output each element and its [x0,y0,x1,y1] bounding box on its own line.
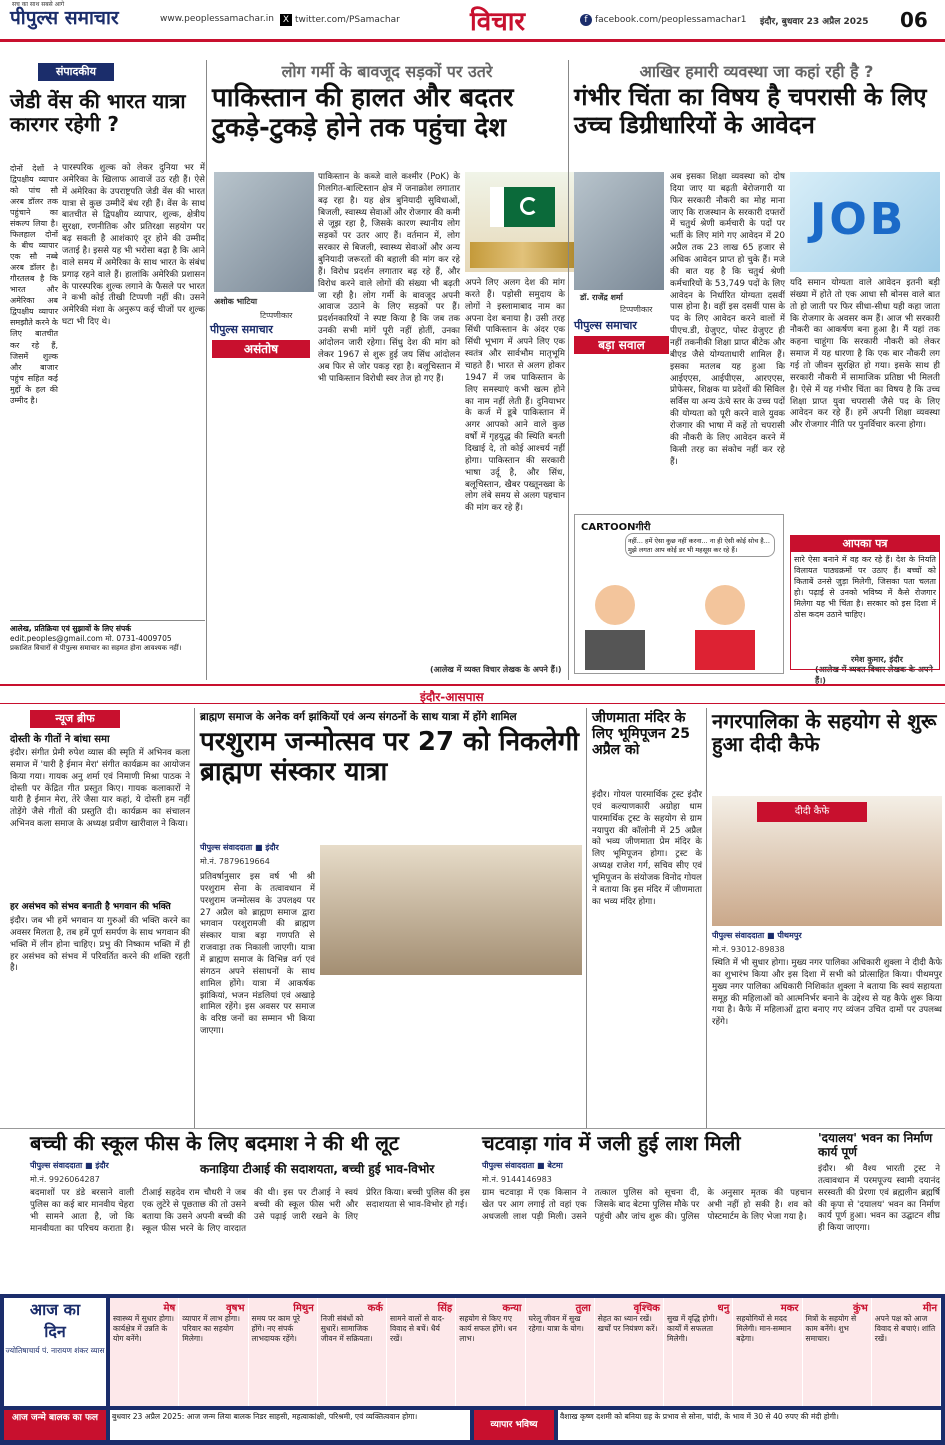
cartoon-person-icon [595,585,635,625]
story2-body-2: यदि समान योग्यता वाले आवेदन इतनी बड़ी संख्या में होते तो एक आधा सौ बोनस वाले बात तो हो जाती पर फिर सीधा-सीधा यही कहा जाता कि रोजगार के अवसर कम हैं। आज भी सरकारी नौकरी का आकर्षण बना हुआ है। मैं यहां तक कहना चाहूंगा कि सरकारी नौकरी को लेकर समाज में यह धारणा है कि एक बार नौकरी लग गई तो जीवन सुरक्षित हो गया। इसके साथ ही सरकारी नौकरी में सामाजिक प्रतिष्ठा भी मिलती है। ऐसे में यह गंभीर चिंता का विषय है कि उच्च शिक्षा प्राप्त युवा चपरासी जैसे पद के लिए आवेदन कर रहे हैं। हमें अपनी शिक्षा व्यवस्था और रोजगार नीति पर पुनर्विचार करना होगा। [790,278,940,431]
parshuram-kicker: ब्राह्मण समाज के अनेक वर्ग झांकियों एवं अन्य संगठनों के साथ यात्रा में होंगे शामिल [200,711,517,723]
twitter-icon: X [280,14,292,26]
cartoon-box [574,514,784,674]
divider [706,708,707,1128]
divider [206,60,207,680]
story1-kicker: लोग गर्मी के बावजूद सड़कों पर उतरे [281,62,493,81]
body-mobile: मो.नं. 9144146983 [482,1175,552,1184]
divider [586,708,587,1128]
facebook-link[interactable]: f facebook.com/peoplessamachar1 [580,14,747,26]
didi-byline: पीपुल्स संवाददाता ■ पीथमपुर [712,931,802,940]
birthday-label: आज जन्मे बालक का फल [4,1410,106,1440]
zodiac-card: मीन अपने पक्ष को आज विवाद से बचाएं। शांति रखें। [872,1298,941,1406]
story2-body: अब इसका शिक्षा व्यवस्था को दोष दिया जाए या बढ़ती बेरोजगारी या फिर सरकारी नौकरी का मोह माना जाए कि राजस्थान के सरकारी दफ्तरों में चतुर्थ श्रेणी कर्मचारी के पदों पर भर्ती के लिए मांगे गए आवेदन में 20 अप्रैल तक 23 लाख 65 हजार से अधिक आवेदन प्राप्त हो चुके हैं। मजे की बात यह है कि चतुर्थ श्रेणी कर्मचारियों के 53,749 पदों के लिए आवेदन के निर्धारित योग्यता दसवीं पास होना है। वहीं इस दसवीं पास के पद के लिए आवेदन करने वालों में पीएच.डी, ग्रेजुएट, पोस्ट ग्रेजुएट ही नहीं तकनीकी शिक्षा प्राप्त बीटेक और बीएड जैसे योग्यताधारी शामिल हैं। इसका मतलब यह हुआ कि आईएएस, आईपीएस, आरएएस, प्रोफेसर, शिक्षक या प्रदेशों की सिविल सर्विस या अन्य ऊंचे स्तर के उच्च पदों की योग्यता को पूरी करने वाले युवक रोजगार की भाषा में कहें तो चपरासी की नौकरी के लिए आवेदन करने में किसी तरह का संकोच नहीं कर रहे हैं। [670,172,785,467]
zodiac-card: धनु सुख में वृद्धि होगी। कार्यों में सफलता मिलेगी। [664,1298,733,1406]
zodiac-card: तुला घरेलू जीवन में सुख रहेगा। यात्रा के योग। [526,1298,595,1406]
zodiac-card: सिंह सामने वालों से वाद-विवाद से बचें। धैर्य रखें। [387,1298,456,1406]
letters-box [790,535,940,670]
robbery-mobile: मो.नं. 9926064287 [30,1175,100,1184]
website[interactable]: www.peoplessamachar.in [160,14,274,24]
zodiac-card: कुंभ मित्रों के सहयोग से काम बनेंगे। शुभ समाचार। [803,1298,872,1406]
story2-job-photo [790,172,940,272]
zodiac-card: मिथुन समय पर काम पूरे होंगे। नए संपर्क लाभदायक रहेंगे। [249,1298,318,1406]
story2-author-role: टिप्पणीकार [620,305,653,314]
editorial-label: संपादकीय [38,63,114,81]
jeenamata-body: इंदौर। गोयल पारमार्थिक ट्रस्ट इंदौर एवं कल्याणकारी अग्रोहा धाम पारमार्थिक ट्रस्ट के सहयोग से ग्राम नयापुरा की कॉलोनी में 25 अप्रैल को भव्य जीणमाता प्रेम मंदिर के लिए भूमिपूजन होगा। ट्रस्ट के अध्यक्ष राजेश गर्ग, सचिव सीए एवं भूमिपूजन के संयोजक विनोद गोयल ने बताया कि इस मंदिर में जीणमाता का भव्य मंदिर होगा। [592,790,702,907]
dayalu-body: इंदौर। श्री वैश्य भारती ट्रस्ट ने तत्वावधान में परमपूज्य स्वामी दयानंद सरस्वती की प्रेरणा एवं ब्रह्मलीन ब्रह्मर्षि की कृपा से 'दयालय' भवन का निर्माण कार्य पूर्ण हुआ। भवन का उद्घाटन शीघ्र ही किया जाएगा। [818,1164,940,1234]
editorial-footer: आलेख, प्रतिक्रिया एवं सुझावों के लिए संपर्क edit.peoples@gmail.com मो. 0731-4009705 प्रकाशित विचारों से पीपुल्स समाचार का सहमत होना आवश्यक नहीं। [10,620,205,653]
story2-author-photo [574,172,664,290]
dateline: इंदौर, बुधवार 23 अप्रैल 2025 [760,17,869,27]
parshuram-headline: परशुराम जन्मोत्सव पर 27 को निकलेगी ब्राह्मण संस्कार यात्रा [200,727,579,787]
story1-author-role: टिप्पणीकार [260,311,293,320]
zodiac-card: वृषभ व्यापार में लाभ होगा। परिवार का सहयोग मिलेगा। [179,1298,248,1406]
facebook-icon: f [580,14,592,26]
divider [0,1128,945,1129]
story1-column-label: असंतोष [212,340,310,358]
letters-body: सारे ऐसा बनाने में वह कर रहे हैं। देश के नियति विलायत पाठ्यक्रमों पर उठाए हैं। बच्चों को किताबें उनसे जुड़ा मिलेगी, जिसका पता चलता हो। पढ़ाई से उनको भविष्य में कैसे रोजगार मिलेगा यह भी चिंता है। सरकार को इस दिशा में ठोस कदम उठाने चाहिए। [794,555,936,620]
story1-author-caption: अशोक भाटिया [214,297,258,306]
brief1-body: इंदौर। संगीत प्रेमी रुपेश व्यास की स्मृति में अभिनव कला समाज में 'यारी है ईमान मेरा' संगीत कार्यक्रम का आयोजन किया गया। गायक अनु शर्मा एवं निमाणी मिश्रा पाठक ने दोस्ती पर केंद्रित गीत प्रस्तुत किए। गायक कलाकारों ने यारी है ईमान मेरा, तेरे जैसा यार कहां, ये दोस्ती हम नहीं तोड़ेंगे जैसे गीतों की प्रस्तुति दी। कार्यक्रम का संचालन अभिनव कला समाज के अध्यक्ष प्रवीण खारीवाल ने किया। [10,748,190,830]
story1-body-2: अपने लिए अलग देश की मांग करते हैं। पड़ोसी समुदाय के लोगों ने इस्लामाबाद नाम का अपना देश बनाया है। उसी तरह सिंधी पाकिस्तान के अंदर एक सिंधी भूभाग में अपने लिए एक स्वतंत्र और सार्वभौम मातृभूमि चाहते हैं। भारत से अलग होकर 1947 में जब पाकिस्तान के लिए समस्याएं कभी खत्म होने का नाम नहीं लेती हैं। दुनियाभर के कर्ज में डूबे पाकिस्तान में अगर आपको आने वाले कुछ वर्षों में गृहयुद्ध की स्थिति बनती दिखाई दे, तो कोई आश्चर्य नहीं होगा। पाकिस्तान की सरकारी भाषा उर्दू है, और सिंध, बलूचिस्तान, खैबर पख्तूनख्वा के लोग लंबे समय से अलग पहचान की मांग कर रहे हैं। [465,278,565,514]
birthday-text: बुधवार 23 अप्रैल 2025: आज जन्म लिया बालक निडर साहसी, महत्वाकांक्षी, परिश्रमी, एवं व्यक्तित्ववान होगा। [110,1410,470,1440]
story1-footer: (आलेख में व्यक्त विचार लेखक के अपने हैं।) [430,665,562,674]
story1-body: पाकिस्तान के कब्जे वाले कश्मीर (PoK) के गिलगित-बाल्टिस्तान क्षेत्र में जनाक्रोश लगातार बढ़ रहा है। यह क्षेत्र बुनियादी सुविधाओं, बिजली, स्वास्थ्य सेवाओं और रोजगार की कमी से जूझ रहा है, जिसके कारण स्थानीय लोग सड़कों पर उतर आए हैं। वर्तमान में, लोग सरकार से बिजली, स्वास्थ्य सेवाओं और अन्य बुनियादी जरूरतों की बहाली की मांग कर रहे हैं। विरोध प्रदर्शन लगातार बढ़ रहे हैं, और विरोध करने वाले लोगों की संख्या भी बढ़ती जा रही है। लोग गर्मी के बावजूद अपनी आवाज उठाने के लिए सड़कों पर हैं। प्रदर्शनकारियों ने स्पष्ट किया है कि जब तक उनकी सभी मांगें पूरी नहीं होतीं, उनका आंदोलन जारी रहेगा। सिंधु देश की मांग को लेकर 1967 से शुरू हुई जय सिंध आंदोलन अब फिर से जोर पकड़ रहा है। बलूचिस्तान में भी पाकिस्तान विरोधी स्वर तेज हो गए हैं। [318,172,460,384]
didi-mobile: मो.नं. 93012-89838 [712,945,785,954]
page-number: 06 [900,8,928,32]
brief2-body: इंदौर। जब भी हमें भगवान या गुरुओं की भक्ति करने का अवसर मिलता है, तब हमें पूर्ण समर्पण के साथ भगवान की भक्ति में लीन होना चाहिए। प्रभु की निष्काम भक्ति में ही हर असंभव को संभव में परिवर्तित करने की शक्ति रहती है। [10,916,190,974]
editorial-sidebar: दोनों देशों ने द्विपक्षीय व्यापार को पांच सौ अरब डॉलर तक पहुंचाने का संकल्प लिया है। फिलहाल दोनों के बीच व्यापार एक सौ नब्बे अरब डॉलर है। गौरतलब है कि भारत और अमेरिका अब द्विपक्षीय व्यापार समझौते करने के लिए बातचीत कर रहे हैं, जिसमें शुल्क और बाजार पहुंच सहित कई मुद्दों के हल की उम्मीद है। [10,164,58,405]
pakistan-flag-icon [490,187,555,227]
zodiac-card: कर्क निजी संबंधों को सुधारें। सामाजिक जीवन में सक्रियता। [318,1298,387,1406]
cartoon-label: CARTOONगीरी [581,522,651,533]
market-text: वैशाख कृष्ण दशमी को बनिया ग्रह के प्रभाव से सोना, चांदी, के भाव में 30 से 40 रुपए की मंदी होगी। [558,1410,941,1440]
editorial-headline: जेडी वेंस की भारत यात्रा कारगर रहेगी ? [10,89,186,136]
parshuram-mobile: मो.नं. 7879619664 [200,857,270,866]
horoscope-strip [0,1294,945,1445]
job-text: JOB [810,194,907,245]
zodiac-row [110,1298,941,1406]
story2-author-caption: डॉ. राजेंद्र शर्मा [580,293,623,302]
cartoon-speech: नहीं... हमें ऐसा कुछ नहीं करना... ना ही ऐसी कोई सोच है... मुझे लगता आप कोई डर भी महसूस कर रहे हैं। [625,533,775,557]
story1-photo [465,172,580,272]
letters-sign: रमेश कुमार, इंदौर [851,655,903,664]
robbery-body: बदमाशों पर डंडे बरसाने वाली पुलिस का कई बार मानवीय चेहरा भी सामने आता है, जो कि मानवीयता का परिचय कराता है। टीआई सहदेव राम चौधरी ने जब एक लुटेरे से पूछताछ की तो उसने बताया कि उसने अपनी बच्ची की स्कूल फीस भरने के लिए वारदात की थी। इस पर टीआई ने स्वयं बच्ची की स्कूल फीस भरी और उसे पढ़ाई जारी रखने के लिए प्रेरित किया। बच्ची पुलिस की इस सदाशयता से भाव-विभोर हो गई। [30,1188,470,1234]
robbery-sub: कनाड़िया टीआई की सदाशयता, बच्ची हुई भाव-विभोर [200,1162,435,1176]
masthead [0,0,945,42]
brief-label: न्यूज ब्रीफ [30,710,120,728]
parshuram-body: प्रतिवर्षानुसार इस वर्ष भी श्री परशुराम सेना के तत्वावधान में परशुराम जन्मोत्सव के उपलक्ष्य पर 27 अप्रैल को ब्राह्मण समाज द्वारा भगवान परशुरामजी की ब्राह्मण संस्कार यात्रा बड़ा गणपति से राजवाड़ा तक निकाली जाएगी। यात्रा में ब्राह्मण समाज के विभिन्न वर्ग एवं संगठन अपने संसाधनों के साथ शामिल होंगे। यात्रा में आकर्षक झांकियां, भजन मंडलियां एवं अखाड़े शामिल रहेंगे। इस अवसर पर समाज के वरिष्ठ जनों का सम्मान भी किया जाएगा। [200,872,315,1037]
astrologer: ज्योतिषाचार्य पं. नारायण शंकर व्यास [5,1346,105,1355]
dayalu-headline: 'दयालय' भवन का निर्माण कार्य पूर्ण [818,1131,933,1159]
horoscope-title: आज का दिन ज्योतिषाचार्य पं. नारायण शंकर व्यास [4,1298,106,1406]
parshuram-photo [320,845,582,975]
brand-logo: पीपुल्स समाचार [10,7,119,29]
market-label: व्यापार भविष्य [474,1410,554,1440]
section-title: विचार [470,7,526,37]
tagline: सच का साथ सबसे आगे [12,1,65,8]
twitter-link[interactable]: X twitter.com/PSamachar [280,14,400,26]
body-body: ग्राम चटवाड़ा में एक किसान ने खेत पर आग लगाई तो वहां एक अधजली लाश पड़ी मिली। उसने तत्काल पुलिस को सूचना दी, जिसके बाद बेटमा पुलिस मौके पर पहुंची और जांच शुरू की। पुलिस के अनुसार मृतक की पहचान अभी नहीं हो सकी है। शव को पोस्टमार्टम के लिए भेजा गया है। [482,1188,812,1222]
zodiac-card: मेष स्वास्थ्य में सुधार होगा। कार्यक्षेत्र में उन्नति के योग बनेंगे। [110,1298,179,1406]
story2-column-label: बड़ा सवाल [574,336,669,354]
brand-logo: पीपुल्स समाचार [574,319,637,332]
story1-headline: पाकिस्तान की हालत और बदतर टुकड़े-टुकड़े होने तक पहुंचा देश [212,83,514,143]
parshuram-byline: पीपुल्स संवाददाता ■ इंदौर [200,843,279,852]
editorial-body: पारस्परिक शुल्क को लेकर दुनिया भर में अमेरिका के खिलाफ आवाजें उठ रही हैं। ऐसे में अमेरिका के उपराष्ट्रपति जेडी वेंस की भारत यात्रा से कुछ उम्मीदें बंध रही हैं। वेंस के साथ बातचीत से द्विपक्षीय व्यापार, शुल्क, क्षेत्रीय सुरक्षा, रणनीतिक और प्रतिरक्षा सहयोग पर बढ़ सकती है आशंकाएं दूर होने की उम्मीद जताई है। इससे यह भी भरोसा बढ़ा है कि आने वाले समय में अमेरिका के साथ भारत के संबंध प्रगाढ़ रहने वाले हैं। हालांकि अमेरिकी प्रशासन के पारस्परिक शुल्क लगाने के फैसले पर भारत ने कभी कोई तीखी टिप्पणी नहीं की। उसने अमेरिकी मंशा के अनुरूप कई चीजों पर शुल्क घटा भी दिए थे। [62,163,205,328]
story1-author-photo [214,172,314,292]
local-banner: इंदौर-आसपास [0,684,945,704]
zodiac-card: कन्या सहयोग से किए गए कार्य सफल होंगे। धन लाभ। [456,1298,525,1406]
story2-headline: गंभीर चिंता का विषय है चपरासी के लिए उच्च डिग्रीधारियों के आवेदन [574,83,927,139]
zodiac-card: मकर सहयोगियों से मदद मिलेगी। मान-सम्मान बढ़ेगा। [733,1298,802,1406]
didi-body: स्थिति में भी सुधार होगा। मुख्य नगर पालिका अधिकारी शुक्ला ने दीदी कैफे का शुभारंभ किया और इस दिशा में सभी को प्रोत्साहित किया। पीथमपुर मुख्य नगर पालिका अधिकारी निशिकांत शुक्ला ने बताया कि स्वयं सहायता समूह की महिलाओं को आत्मनिर्भर बनाने के उद्देश्य से यह कैफे शुरू किया गया है। कैफे में महिलाओं द्वारा बनाए गए व्यंजन उचित दामों पर उपलब्ध रहेंगे। [712,958,942,1028]
divider [194,708,195,1128]
didi-headline: नगरपालिका के सहयोग से शुरू हुआ दीदी कैफे [712,709,937,756]
body-headline: चटवाड़ा गांव में जली हुई लाश मिली [482,1131,741,1155]
body-byline: पीपुल्स संवाददाता ■ बेटमा [482,1161,563,1170]
jeenamata-headline: जीणमाता मंदिर के लिए भूमिपूजन 25 अप्रैल को [592,710,691,759]
cartoon-person-icon [705,585,745,625]
story2-kicker: आखिर हमारी व्यवस्था जा कहां रही है ? [639,62,874,81]
brief2-title: हर असंभव को संभव बनाती है भगवान की भक्ति [10,902,171,912]
divider [568,60,569,680]
didi-photo [712,796,942,926]
letters-title: आपका पत्र [791,536,939,552]
robbery-headline: बच्ची की स्कूल फीस के लिए बदमाश ने की थी लूट [30,1131,400,1155]
didi-sign: दीदी कैफे [757,802,867,822]
zodiac-card: वृश्चिक सेहत का ध्यान रखें। खर्चों पर नियंत्रण करें। [595,1298,664,1406]
story2-footer: (आलेख में व्यक्त विचार लेखक के अपने हैं।) [815,665,933,685]
brand-logo: पीपुल्स समाचार [210,323,273,336]
brief1-title: दोस्ती के गीतों ने बांधा समा [10,734,110,745]
robbery-byline: पीपुल्स संवाददाता ■ इंदौर [30,1161,109,1170]
